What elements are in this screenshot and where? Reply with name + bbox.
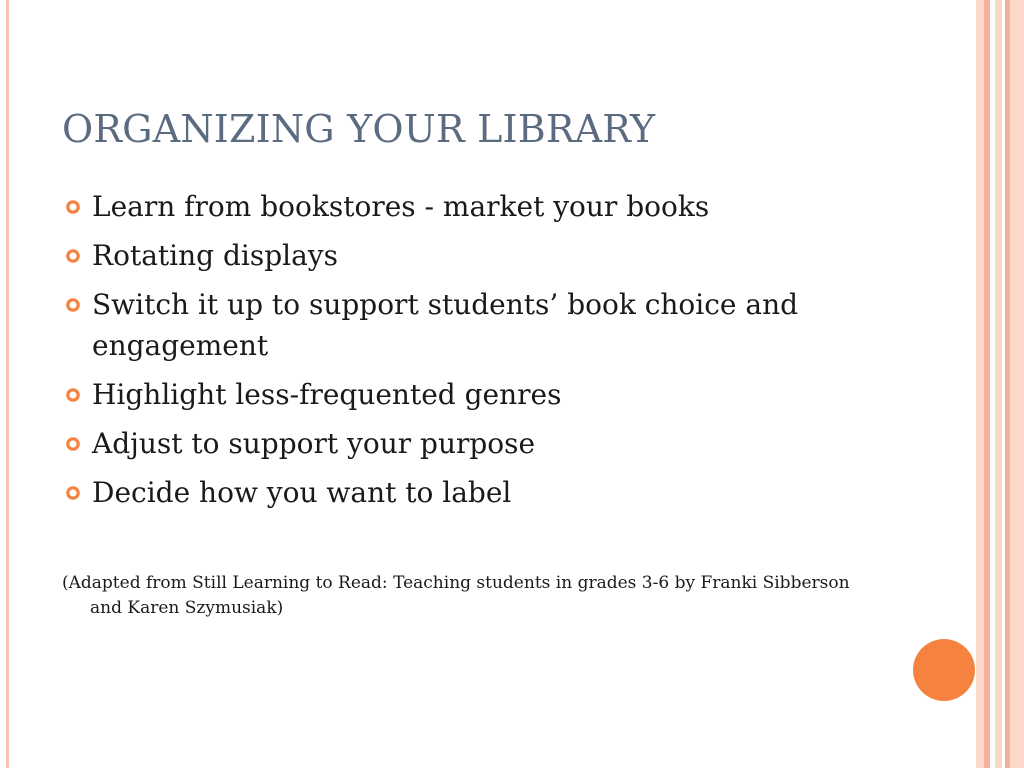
ring-bullet-icon — [65, 297, 81, 313]
frame-stripe-1 — [976, 0, 984, 768]
ring-bullet-icon — [65, 436, 81, 452]
list-item — [62, 186, 892, 227]
list-item — [62, 423, 892, 464]
list-item — [62, 374, 892, 415]
list-item — [62, 472, 892, 513]
orange-circle-decoration — [913, 639, 975, 701]
frame-stripe-7 — [1010, 0, 1024, 768]
slide-title: ORGANIZING YOUR LIBRARY — [62, 107, 656, 151]
frame-stripe-4 — [995, 0, 1002, 768]
ring-bullet-icon — [65, 387, 81, 403]
list-item — [62, 235, 892, 276]
bullet-text: Switch it up to support students’ book choice and engagement — [92, 288, 799, 362]
right-decorative-frame — [976, 0, 1024, 768]
ring-bullet-icon — [65, 485, 81, 501]
ring-bullet-icon — [65, 248, 81, 264]
bullet-text: Decide how you want to label — [92, 476, 512, 509]
citation-text: (Adapted from Still Learning to Read: Teaching students in grades 3-6 by Franki Sibberson and Karen Szymusiak) — [62, 573, 850, 618]
bullet-text: Rotating displays — [92, 239, 338, 272]
bullet-text: Highlight less-frequented genres — [92, 378, 562, 411]
ring-bullet-icon — [65, 199, 81, 215]
list-item — [62, 284, 892, 366]
bullet-text: Adjust to support your purpose — [92, 427, 536, 460]
bullet-list — [62, 186, 892, 521]
left-accent-line — [6, 0, 9, 768]
bullet-text: Learn from bookstores - market your books — [92, 190, 710, 223]
